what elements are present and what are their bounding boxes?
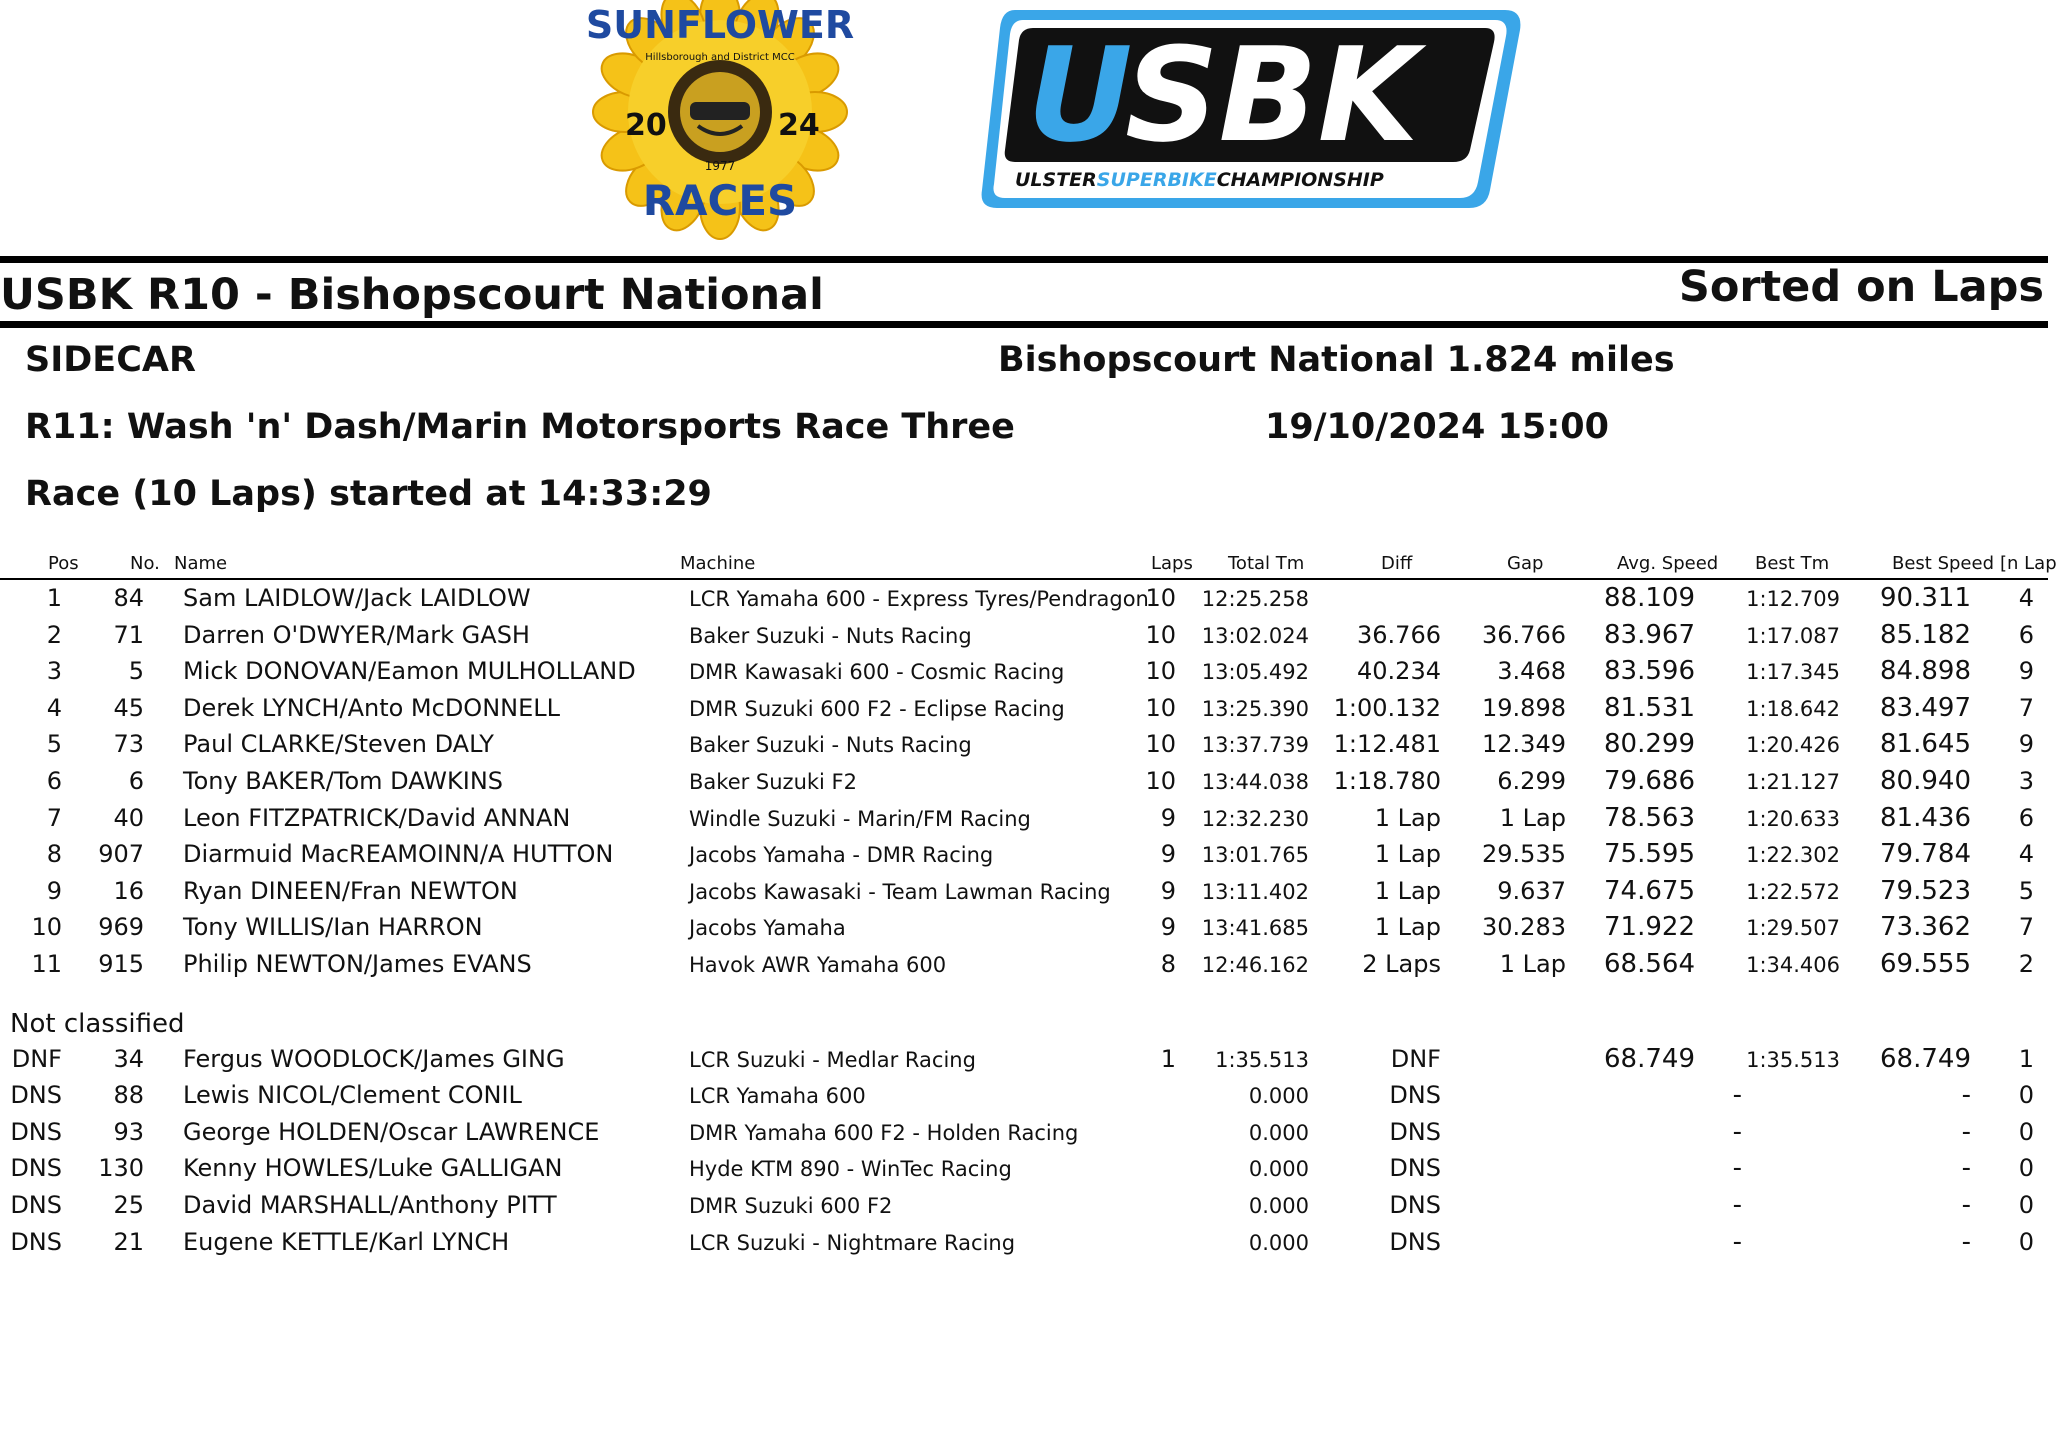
col-gap: Gap [1507, 553, 1544, 574]
cell-pos: 3 [46, 657, 62, 686]
cell-on-lap: 0 [2018, 1154, 2034, 1183]
cell-best-time: 1:20.633 [1746, 806, 1840, 831]
cell-gap: 6.299 [1497, 766, 1566, 795]
cell-name: Philip NEWTON/James EVANS [183, 949, 532, 978]
cell-total-time: 13:41.685 [1201, 916, 1309, 941]
col-machine: Machine [680, 553, 756, 574]
sunflower-races-logo [530, 0, 920, 225]
cell-gap: 19.898 [1482, 693, 1566, 722]
cell-number: 84 [113, 584, 144, 612]
cell-machine: LCR Suzuki - Medlar Racing [689, 1047, 976, 1072]
table-row [0, 909, 2048, 946]
cell-on-lap: 0 [2018, 1081, 2034, 1110]
logo-year-left: 20 [625, 108, 667, 143]
usbk-subtitle: ULSTERSUPERBIKECHAMPIONSHIP [1015, 169, 1384, 191]
cell-best-speed: 83.497 [1880, 692, 1971, 723]
cell-on-lap: 0 [2018, 1117, 2034, 1146]
cell-machine: Havok AWR Yamaha 600 [689, 952, 947, 977]
cell-on-lap: 7 [2018, 693, 2034, 722]
cell-laps: 10 [1145, 657, 1176, 686]
cell-total-time: 12:46.162 [1201, 952, 1309, 977]
cell-best-speed: - [1961, 1189, 1971, 1220]
cell-laps: 10 [1145, 693, 1176, 722]
cell-best-speed: 84.898 [1880, 656, 1971, 687]
cell-laps: 10 [1145, 766, 1176, 795]
cell-number: 5 [128, 657, 144, 686]
sorted-label: Sorted on Laps [1678, 262, 2044, 312]
cell-gap: 1 Lap [1499, 803, 1566, 832]
cell-avg-speed: - [1732, 1189, 1742, 1220]
cell-total-time: 0.000 [1248, 1230, 1309, 1255]
cell-diff: DNS [1389, 1117, 1441, 1146]
cell-laps: 10 [1145, 584, 1176, 612]
race-start-info: Race (10 Laps) started at 14:33:29 [25, 474, 712, 514]
usbk-letters-sbk: SBK [1125, 19, 1419, 171]
cell-total-time: 12:25.258 [1201, 587, 1309, 611]
cell-pos: DNS [10, 1227, 62, 1256]
cell-laps: 8 [1160, 949, 1176, 978]
cell-best-speed: 80.940 [1880, 765, 1971, 796]
cell-on-lap: 1 [2018, 1044, 2034, 1073]
event-title: USBK R10 - Bishopscourt National [0, 270, 824, 320]
cell-name: Tony BAKER/Tom DAWKINS [183, 766, 504, 795]
cell-on-lap: 7 [2018, 913, 2034, 942]
cell-avg-speed: - [1732, 1116, 1742, 1147]
col-total: Total Tm [1228, 553, 1305, 574]
circuit-name: Bishopscourt National 1.824 miles [998, 340, 1675, 380]
cell-pos: 10 [31, 913, 62, 942]
cell-best-speed: 68.749 [1880, 1043, 1971, 1074]
cell-diff: 1:18.780 [1333, 766, 1441, 795]
cell-best-time: 1:20.426 [1746, 733, 1840, 758]
cell-diff: DNF [1390, 1044, 1441, 1073]
class-name: SIDECAR [25, 340, 196, 380]
cell-avg-speed: - [1732, 1153, 1742, 1184]
cell-total-time: 13:11.402 [1201, 879, 1309, 904]
spacer [0, 983, 2048, 1017]
cell-number: 21 [113, 1227, 144, 1256]
cell-number: 71 [113, 620, 144, 649]
cell-name: David MARSHALL/Anthony PITT [183, 1190, 557, 1219]
cell-best-time: 1:17.087 [1746, 623, 1840, 648]
cell-pos: 7 [46, 803, 62, 832]
cell-total-time: 13:25.390 [1201, 696, 1309, 721]
cell-name: Kenny HOWLES/Luke GALLIGAN [183, 1154, 563, 1183]
table-row [0, 617, 2048, 654]
table-row [0, 800, 2048, 837]
cell-on-lap: 0 [2018, 1227, 2034, 1256]
col-best-speed: Best Speed [1892, 553, 1995, 574]
cell-best-time: 1:34.406 [1746, 952, 1840, 977]
cell-diff: 1 Lap [1374, 803, 1441, 832]
cell-total-time: 12:32.230 [1201, 806, 1309, 831]
cell-gap: 30.283 [1482, 913, 1566, 942]
cell-name: Sam LAIDLOW/Jack LAIDLOW [183, 584, 531, 612]
cell-total-time: 0.000 [1248, 1084, 1309, 1109]
cell-best-speed: 79.523 [1880, 875, 1971, 906]
results-table [0, 548, 2057, 1260]
col-avg-speed: Avg. Speed [1617, 553, 1719, 574]
cell-diff: DNS [1389, 1227, 1441, 1256]
cell-name: Lewis NICOL/Clement CONIL [183, 1081, 522, 1110]
cell-machine: Baker Suzuki - Nuts Racing [689, 623, 972, 648]
cell-name: Darren O'DWYER/Mark GASH [183, 620, 530, 649]
cell-machine: Windle Suzuki - Marin/FM Racing [689, 806, 1031, 831]
cell-best-speed: - [1961, 1153, 1971, 1184]
logo-top-text: SUNFLOWER [585, 3, 855, 47]
cell-diff: 40.234 [1357, 657, 1441, 686]
cell-diff: DNS [1389, 1081, 1441, 1110]
cell-best-speed: 69.555 [1880, 948, 1971, 979]
table-row [0, 836, 2048, 873]
cell-best-time: 1:22.572 [1746, 879, 1840, 904]
cell-best-time: 1:29.507 [1746, 916, 1840, 941]
table-row [0, 1224, 2048, 1261]
cell-machine: Jacobs Kawasaki - Team Lawman Racing [689, 879, 1111, 904]
cell-gap: 3.468 [1497, 657, 1566, 686]
cell-avg-speed: 83.967 [1604, 619, 1695, 650]
cell-name: Tony WILLIS/Ian HARRON [183, 913, 483, 942]
cell-name: Leon FITZPATRICK/David ANNAN [183, 803, 571, 832]
cell-pos: DNS [10, 1190, 62, 1219]
race-date-time: 19/10/2024 15:00 [1265, 407, 1609, 447]
table-row [0, 873, 2048, 910]
logo-bottom-text: RACES [642, 176, 798, 225]
cell-diff: DNS [1389, 1154, 1441, 1183]
cell-total-time: 1:35.513 [1215, 1047, 1309, 1072]
cell-laps: 9 [1160, 913, 1176, 942]
cell-machine: Jacobs Yamaha [689, 916, 846, 941]
cell-gap: 36.766 [1482, 620, 1566, 649]
cell-name: Fergus WOODLOCK/James GING [183, 1044, 565, 1073]
table-row [0, 1114, 2048, 1151]
table-row [0, 653, 2048, 690]
cell-name: Ryan DINEEN/Fran NEWTON [183, 876, 518, 905]
table-row [0, 1041, 2048, 1078]
cell-total-time: 13:01.765 [1201, 843, 1309, 868]
cell-pos: DNF [11, 1044, 62, 1073]
table-row [0, 946, 2048, 983]
cell-diff: 1 Lap [1374, 876, 1441, 905]
cell-laps: 1 [1160, 1044, 1176, 1073]
cell-laps: 9 [1160, 840, 1176, 869]
cell-on-lap: 2 [2018, 949, 2034, 978]
table-row [0, 690, 2048, 727]
cell-total-time: 0.000 [1248, 1120, 1309, 1145]
cell-gap: 29.535 [1482, 840, 1566, 869]
cell-on-lap: 3 [2018, 766, 2034, 795]
cell-on-lap: 0 [2018, 1190, 2034, 1219]
cell-avg-speed: 75.595 [1604, 839, 1695, 870]
cell-machine: DMR Suzuki 600 F2 - Eclipse Racing [689, 696, 1065, 721]
cell-best-speed: 90.311 [1880, 583, 1971, 613]
cell-pos: 6 [46, 766, 62, 795]
cell-avg-speed: 81.531 [1604, 692, 1695, 723]
logo-est: 1977 [704, 159, 736, 173]
col-laps: Laps [1151, 553, 1193, 574]
cell-machine: Hyde KTM 890 - WinTec Racing [689, 1157, 1012, 1182]
cell-number: 6 [128, 766, 144, 795]
not-classified-label: Not classified [10, 1008, 185, 1039]
cell-machine: LCR Yamaha 600 - Express Tyres/Pendragon [689, 587, 1149, 611]
cell-pos: DNS [10, 1117, 62, 1146]
cell-number: 915 [98, 949, 144, 978]
cell-gap: 9.637 [1497, 876, 1566, 905]
cell-machine: LCR Yamaha 600 [689, 1084, 866, 1109]
cell-number: 40 [113, 803, 144, 832]
cell-laps: 10 [1145, 620, 1176, 649]
col-pos: Pos [48, 553, 79, 574]
table-row [0, 763, 2048, 800]
cell-total-time: 13:44.038 [1201, 769, 1309, 794]
cell-number: 16 [113, 876, 144, 905]
cell-pos: DNS [10, 1154, 62, 1183]
logo-area [0, 0, 2048, 230]
usbk-logo [975, 0, 1525, 215]
cell-pos: DNS [10, 1081, 62, 1110]
cell-name: Diarmuid MacREAMOINN/A HUTTON [183, 840, 614, 869]
cell-name: Eugene KETTLE/Karl LYNCH [183, 1227, 510, 1256]
cell-total-time: 0.000 [1248, 1193, 1309, 1218]
cell-avg-speed: 68.564 [1604, 948, 1695, 979]
cell-diff: 1:00.132 [1333, 693, 1441, 722]
table-row [0, 580, 2048, 617]
cell-number: 45 [113, 693, 144, 722]
cell-name: Paul CLARKE/Steven DALY [183, 730, 494, 759]
cell-best-speed: 73.362 [1880, 912, 1971, 943]
col-no: No. [130, 553, 160, 574]
cell-on-lap: 9 [2018, 657, 2034, 686]
cell-laps: 10 [1145, 730, 1176, 759]
cell-best-speed: 85.182 [1880, 619, 1971, 650]
cell-total-time: 13:02.024 [1201, 623, 1309, 648]
usbk-letter-u: U [1027, 19, 1133, 171]
cell-gap: 12.349 [1482, 730, 1566, 759]
cell-number: 25 [113, 1190, 144, 1219]
cell-pos: 11 [31, 949, 62, 978]
classified-rows [0, 580, 2048, 983]
cell-best-speed: - [1961, 1080, 1971, 1111]
cell-best-time: 1:18.642 [1746, 696, 1840, 721]
cell-diff: 2 Laps [1362, 949, 1441, 978]
cell-best-speed: 81.645 [1880, 729, 1971, 760]
table-row [0, 726, 2048, 763]
cell-diff: 1:12.481 [1333, 730, 1441, 759]
cell-number: 969 [98, 913, 144, 942]
cell-pos: 2 [46, 620, 62, 649]
cell-avg-speed: - [1732, 1226, 1742, 1257]
cell-on-lap: 4 [2018, 840, 2034, 869]
cell-on-lap: 4 [2018, 584, 2034, 612]
cell-avg-speed: 79.686 [1604, 765, 1695, 796]
cell-best-time: 1:17.345 [1746, 660, 1840, 685]
cell-machine: LCR Suzuki - Nightmare Racing [689, 1230, 1016, 1255]
header-rule-bottom [0, 321, 2048, 328]
cell-machine: Jacobs Yamaha - DMR Racing [689, 843, 994, 868]
cell-number: 907 [98, 840, 144, 869]
col-on-lap: [n Lap [2000, 553, 2057, 574]
cell-laps: 9 [1160, 803, 1176, 832]
table-header [0, 548, 2057, 578]
not-classified-section [0, 1008, 2048, 1041]
cell-number: 88 [113, 1081, 144, 1110]
cell-machine: Baker Suzuki F2 [689, 769, 857, 794]
col-best-tm: Best Tm [1755, 553, 1830, 574]
cell-best-speed: 79.784 [1880, 839, 1971, 870]
cell-total-time: 13:05.492 [1201, 660, 1309, 685]
cell-best-speed: - [1961, 1226, 1971, 1257]
cell-avg-speed: 78.563 [1604, 802, 1695, 833]
cell-avg-speed: 80.299 [1604, 729, 1695, 760]
cell-pos: 4 [46, 693, 62, 722]
cell-name: Mick DONOVAN/Eamon MULHOLLAND [183, 657, 636, 686]
not-classified-rows [0, 1041, 2048, 1261]
cell-machine: DMR Yamaha 600 F2 - Holden Racing [689, 1120, 1079, 1145]
cell-on-lap: 6 [2018, 620, 2034, 649]
race-name: R11: Wash 'n' Dash/Marin Motorsports Race Three [25, 407, 1015, 447]
cell-diff: 1 Lap [1374, 840, 1441, 869]
logo-year-right: 24 [778, 108, 820, 143]
cell-best-speed: 81.436 [1880, 802, 1971, 833]
cell-gap: 1 Lap [1499, 949, 1566, 978]
cell-best-time: 1:22.302 [1746, 843, 1840, 868]
cell-machine: Baker Suzuki - Nuts Racing [689, 733, 972, 758]
cell-name: George HOLDEN/Oscar LAWRENCE [183, 1117, 600, 1146]
table-row [0, 1187, 2048, 1224]
col-diff: Diff [1381, 553, 1413, 574]
cell-avg-speed: 71.922 [1604, 912, 1695, 943]
cell-name: Derek LYNCH/Anto McDONNELL [183, 693, 561, 722]
cell-diff: 36.766 [1357, 620, 1441, 649]
cell-avg-speed: 83.596 [1604, 656, 1695, 687]
cell-number: 93 [113, 1117, 144, 1146]
cell-best-speed: - [1961, 1116, 1971, 1147]
cell-best-time: 1:12.709 [1746, 587, 1840, 611]
cell-number: 73 [113, 730, 144, 759]
col-name: Name [174, 553, 228, 574]
table-row [0, 1077, 2048, 1114]
cell-pos: 8 [46, 840, 62, 869]
cell-on-lap: 9 [2018, 730, 2034, 759]
cell-diff: 1 Lap [1374, 913, 1441, 942]
cell-avg-speed: 88.109 [1604, 583, 1695, 613]
cell-machine: DMR Kawasaki 600 - Cosmic Racing [689, 660, 1065, 685]
cell-number: 130 [98, 1154, 144, 1183]
cell-pos: 9 [46, 876, 62, 905]
cell-on-lap: 5 [2018, 876, 2034, 905]
cell-best-time: 1:35.513 [1746, 1047, 1840, 1072]
cell-total-time: 13:37.739 [1201, 733, 1309, 758]
cell-machine: DMR Suzuki 600 F2 [689, 1193, 893, 1218]
table-row [0, 1150, 2048, 1187]
cell-diff: DNS [1389, 1190, 1441, 1219]
cell-avg-speed: 74.675 [1604, 875, 1695, 906]
cell-laps: 9 [1160, 876, 1176, 905]
cell-pos: 5 [46, 730, 62, 759]
cell-best-time: 1:21.127 [1746, 769, 1840, 794]
cell-avg-speed: 68.749 [1604, 1043, 1695, 1074]
cell-avg-speed: - [1732, 1080, 1742, 1111]
cell-pos: 1 [46, 584, 62, 612]
cell-on-lap: 6 [2018, 803, 2034, 832]
cell-total-time: 0.000 [1248, 1157, 1309, 1182]
cell-number: 34 [113, 1044, 144, 1073]
logo-ring-text: Hillsborough and District MCC [645, 52, 795, 63]
